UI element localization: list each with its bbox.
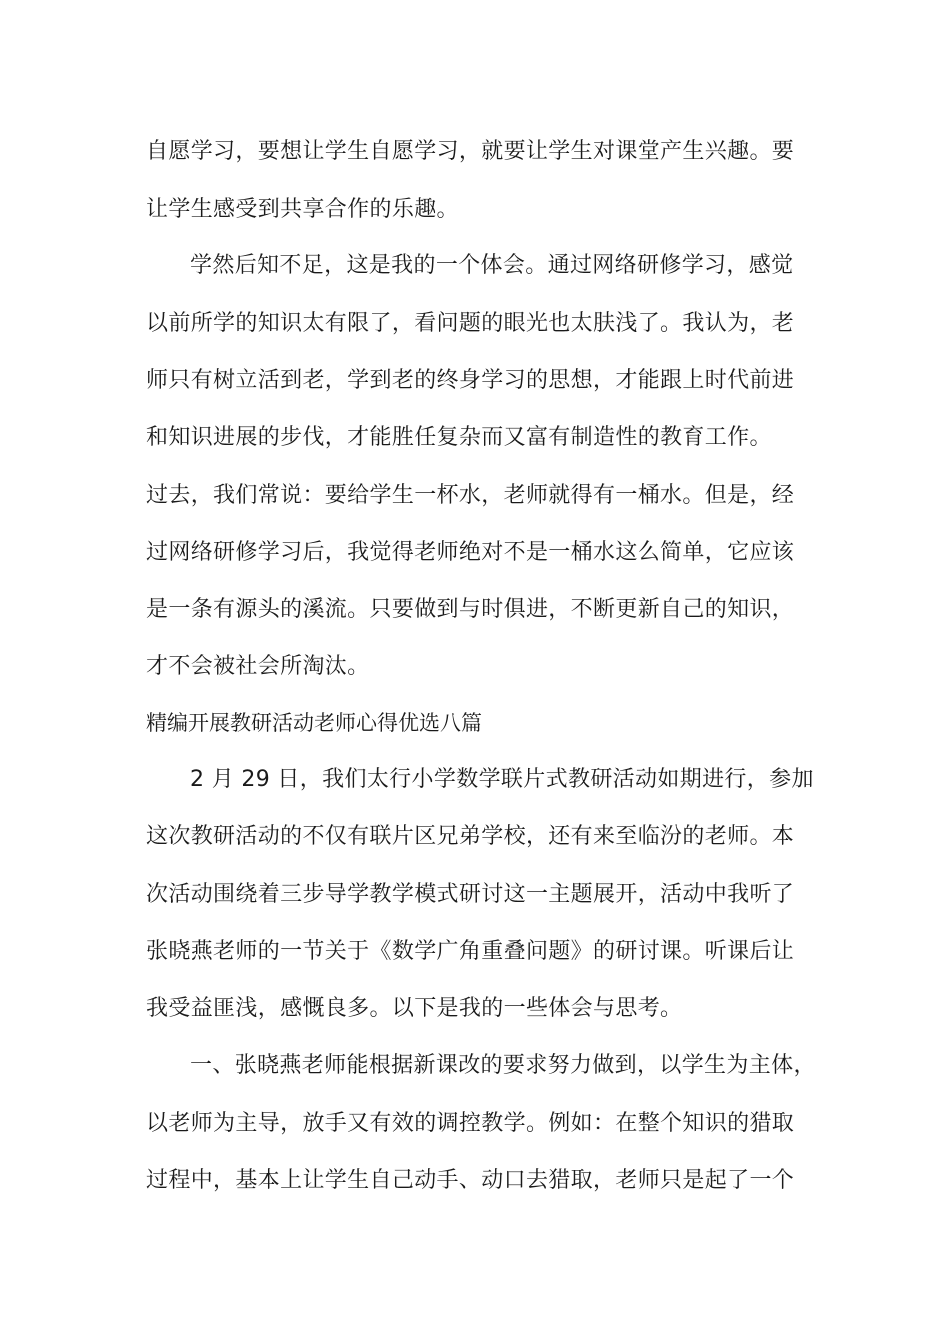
text-line: 师只有树立活到老，学到老的终身学习的思想，才能跟上时代前进 [146, 368, 795, 393]
text-line: 次活动围绕着三步导学教学模式研讨这一主题展开，活动中我听了 [146, 882, 795, 907]
text-line: 过程中，基本上让学生自己动手、动口去猎取，老师只是起了一个 [146, 1168, 795, 1193]
text-line: 是一条有源头的溪流。只要做到与时俱进，不断更新自己的知识， [146, 597, 795, 622]
text-line: 让学生感受到共享合作的乐趣。 [146, 197, 459, 222]
text-line: 学然后知不足，这是我的一个体会。通过网络研修学习，感觉 [190, 253, 794, 278]
text-line: 自愿学习，要想让学生自愿学习，就要让学生对课堂产生兴趣。要 [146, 139, 795, 164]
text-line: 张晓燕老师的一节关于《数学广角重叠问题》的研讨课。听课后让 [146, 939, 795, 964]
text-line: 我受益匪浅，感慨良多。以下是我的一些体会与思考。 [146, 996, 683, 1021]
text-line: 这次教研活动的不仅有联片区兄弟学校，还有来至临汾的老师。本 [146, 824, 795, 849]
text-line: 过网络研修学习后，我觉得老师绝对不是一桶水这么简单，它应该 [146, 540, 795, 565]
text-line: 以前所学的知识太有限了，看问题的眼光也太肤浅了。我认为，老 [146, 311, 795, 336]
text-line: 才不会被社会所淘汰。 [146, 654, 370, 679]
section-title: 精编开展教研活动老师心得优选八篇 [146, 711, 482, 735]
text-line: 2 月 29 日，我们太行小学数学联片式教研活动如期进行，参加 [190, 767, 814, 792]
text-line: 过去，我们常说：要给学生一杯水，老师就得有一桶水。但是，经 [146, 483, 795, 508]
text-line: 以老师为主导，放手又有效的调控教学。例如：在整个知识的猎取 [146, 1111, 795, 1136]
text-line: 和知识进展的步伐，才能胜任复杂而又富有制造性的教育工作。 [146, 425, 772, 450]
text-line: 一、张晓燕老师能根据新课改的要求努力做到，以学生为主体， [190, 1053, 816, 1078]
